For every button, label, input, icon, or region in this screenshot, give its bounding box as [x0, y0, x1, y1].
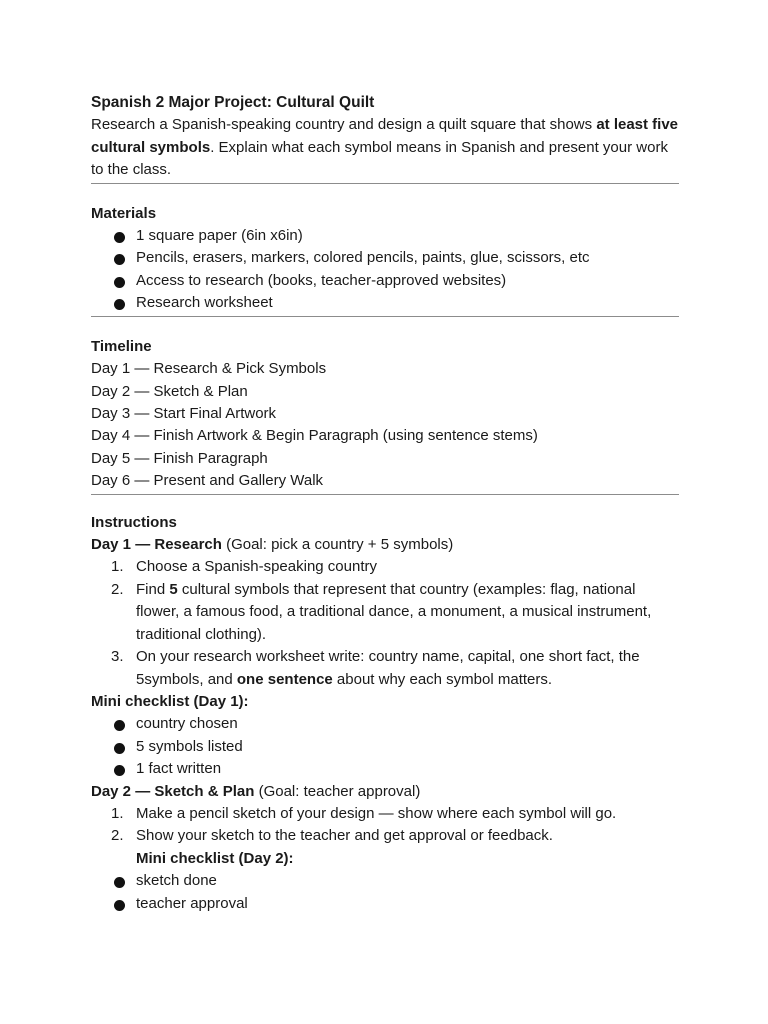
- checklist-item-text: country chosen: [136, 715, 238, 733]
- day2-label: Day 2 — Sketch & Plan: [91, 782, 255, 800]
- instructions-heading: Instructions: [91, 513, 177, 531]
- day2-heading: [91, 781, 679, 803]
- bullet-icon: [114, 277, 125, 288]
- day1-goal: (Goal: pick a country + 5 symbols): [221, 536, 454, 554]
- step-item: [91, 803, 679, 825]
- day1-steps: [91, 556, 679, 690]
- step-item: [91, 646, 679, 691]
- timeline-day-3: Day 3 — Start Final Artwork: [91, 404, 277, 422]
- bullet-icon: [114, 254, 125, 265]
- list-item-text: Pencils, erasers, markers, colored pencils, paints, glue, scissors, etc: [136, 249, 590, 267]
- timeline-day-4: Day 4 — Finish Artwork & Begin Paragraph (using sentence stems): [91, 427, 538, 445]
- bullet-icon: [114, 720, 125, 731]
- step-item: [91, 825, 679, 847]
- timeline-day-6: Day 6 — Present and Gallery Walk: [91, 472, 324, 490]
- materials-list: [91, 225, 679, 315]
- step-text-1: Find: [136, 580, 170, 598]
- bullet-icon: [114, 232, 125, 243]
- materials-heading: Materials: [91, 204, 157, 222]
- step-number: 3.: [111, 648, 124, 666]
- list-item: [91, 247, 679, 269]
- bullet-icon: [114, 299, 125, 310]
- checklist-item: [91, 870, 679, 892]
- timeline-day-1: Day 1 — Research & Pick Symbols: [91, 360, 327, 378]
- checklist-item: [91, 893, 679, 915]
- intro-text-1: Research a Spanish-speaking country and design a quilt square that shows: [91, 116, 597, 133]
- timeline-day-5: Day 5 — Finish Paragraph: [91, 449, 268, 467]
- list-item-text: 1 square paper (6in x6in): [136, 227, 303, 244]
- timeline-heading: Timeline: [91, 337, 152, 355]
- day1-checklist: [91, 713, 679, 780]
- checklist-item-text: sketch done: [136, 872, 217, 890]
- list-item: [91, 225, 679, 247]
- step-emphasis: 5: [169, 580, 178, 598]
- intro-paragraph: [91, 114, 679, 182]
- step-number: 2.: [111, 580, 124, 598]
- list-item-text: Access to research (books, teacher-approved websites): [136, 271, 507, 289]
- checklist-item: [91, 713, 679, 735]
- bullet-icon: [114, 900, 125, 911]
- intro-text-2: . Explain what each symbol means in Spanish and present your work to the class.: [91, 138, 668, 178]
- step-number: 1.: [111, 805, 124, 823]
- intro-emphasis: at least five cultural symbols: [91, 116, 679, 156]
- list-item: [91, 292, 679, 314]
- step-text: Show your sketch to the teacher and get approval or feedback.: [136, 827, 553, 845]
- day1-heading: [91, 534, 679, 556]
- day2-steps: [91, 803, 679, 848]
- day1-checklist-heading: Mini checklist (Day 1):: [91, 692, 249, 710]
- checklist-item-text: 5 symbols listed: [136, 737, 243, 755]
- step-text-1: On your research worksheet write: country name, capital, one short fact, the 5symbols, and: [136, 648, 640, 688]
- step-text-2: cultural symbols that represent that country (examples: flag, national flower, a famous food, a traditional dance, a monument, a musical instrument, traditional clothing).: [136, 580, 652, 643]
- step-number: 1.: [111, 558, 124, 576]
- bullet-icon: [114, 743, 125, 754]
- step-text-2: about why each symbol matters.: [332, 670, 553, 688]
- list-item-text: Research worksheet: [136, 294, 273, 312]
- day1-label: Day 1 — Research: [91, 536, 222, 554]
- step-text: Make a pencil sketch of your design — show where each symbol will go.: [136, 805, 617, 823]
- step-number: 2.: [111, 827, 124, 845]
- checklist-item-text: teacher approval: [136, 894, 248, 912]
- section-divider: [91, 316, 679, 317]
- document-title: Spanish 2 Major Project: Cultural Quilt: [91, 94, 375, 111]
- checklist-item: [91, 736, 679, 758]
- step-item: [91, 556, 679, 578]
- section-divider: [91, 494, 679, 495]
- day2-checklist: [91, 870, 679, 915]
- timeline-day-2: Day 2 — Sketch & Plan: [91, 382, 248, 400]
- section-divider: [91, 183, 679, 184]
- list-item: [91, 270, 679, 292]
- step-emphasis: one sentence: [236, 670, 333, 688]
- day2-goal: (Goal: teacher approval): [254, 782, 421, 800]
- step-item: [91, 579, 679, 646]
- checklist-item-text: 1 fact written: [136, 760, 222, 778]
- day2-checklist-heading: Mini checklist (Day 2):: [136, 849, 294, 867]
- bullet-icon: [114, 877, 125, 888]
- step-text: Choose a Spanish-speaking country: [136, 558, 377, 576]
- document-body: [91, 92, 679, 915]
- checklist-item: [91, 758, 679, 780]
- bullet-icon: [114, 765, 125, 776]
